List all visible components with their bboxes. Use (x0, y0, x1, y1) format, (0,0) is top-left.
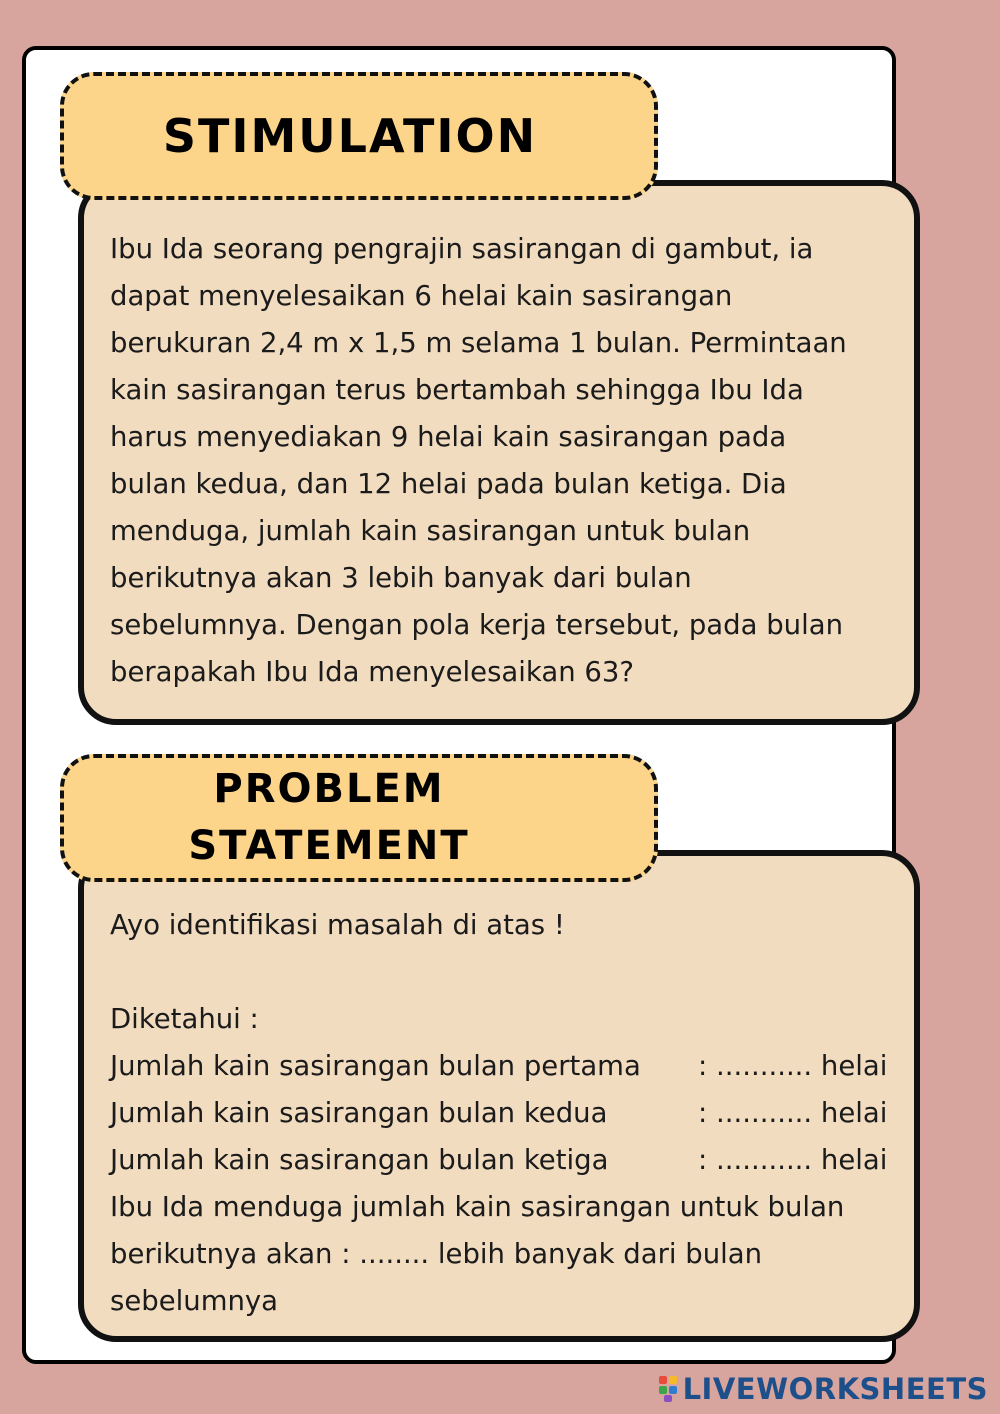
intro-text: Ayo identifikasi masalah di atas ! (110, 909, 565, 941)
stimulation-line: berapakah Ibu Ida menyelesaikan 63? (110, 656, 634, 688)
stimulation-line: Ibu Ida seorang pengrajin sasirangan di gambut, ia (110, 233, 814, 265)
known-row-label: Jumlah kain sasirangan bulan kedua (110, 1097, 608, 1129)
known-label: Diketahui : (110, 1003, 259, 1035)
known-row-month-2 (110, 1090, 910, 1137)
stimulation-line: berikutnya akan 3 lebih banyak dari bulan (110, 562, 692, 594)
problem-statement-title-tag (60, 754, 658, 882)
stimulation-title-tag (60, 72, 658, 200)
liveworksheets-watermark (659, 1372, 988, 1406)
liveworksheets-logo-icon (659, 1376, 679, 1402)
closing-line: Ibu Ida menduga jumlah kain sasirangan untuk bulan (110, 1191, 845, 1223)
problem-statement-title-line2: STATEMENT (188, 823, 470, 869)
spacer (110, 949, 910, 996)
known-row-label: Jumlah kain sasirangan bulan pertama (110, 1050, 641, 1082)
known-row-month-1 (110, 1043, 910, 1090)
stimulation-line: menduga, jumlah kain sasirangan untuk bulan (110, 515, 751, 547)
known-row-label: Jumlah kain sasirangan bulan ketiga (110, 1144, 609, 1176)
stimulation-line: kain sasirangan terus bertambah sehingga Ibu Ida (110, 374, 804, 406)
stimulation-line: bulan kedua, dan 12 helai pada bulan ketiga. Dia (110, 468, 787, 500)
known-row-month-3 (110, 1137, 910, 1184)
stimulation-line: dapat menyelesaikan 6 helai kain sasirangan (110, 280, 733, 312)
problem-statement-title-line1: PROBLEM (213, 766, 445, 813)
answer-blank[interactable]: : ........... helai (698, 1050, 888, 1082)
problem-statement-title (188, 761, 469, 875)
problem-statement-text (110, 902, 910, 1325)
stimulation-line: berukuran 2,4 m x 1,5 m selama 1 bulan. Permintaan (110, 327, 847, 359)
stimulation-text (110, 226, 900, 696)
closing-line: sebelumnya (110, 1285, 279, 1317)
answer-blank[interactable]: : ........... helai (698, 1097, 888, 1129)
stimulation-line: harus menyediakan 9 helai kain sasirangan pada (110, 421, 787, 453)
stimulation-line: sebelumnya. Dengan pola kerja tersebut, pada bulan (110, 609, 844, 641)
closing-line[interactable]: berikutnya akan : ........ lebih banyak dari bulan (110, 1238, 763, 1270)
stimulation-title: STIMULATION (162, 109, 538, 163)
answer-blank[interactable]: : ........... helai (698, 1144, 888, 1176)
watermark-text: LIVEWORKSHEETS (682, 1372, 988, 1406)
